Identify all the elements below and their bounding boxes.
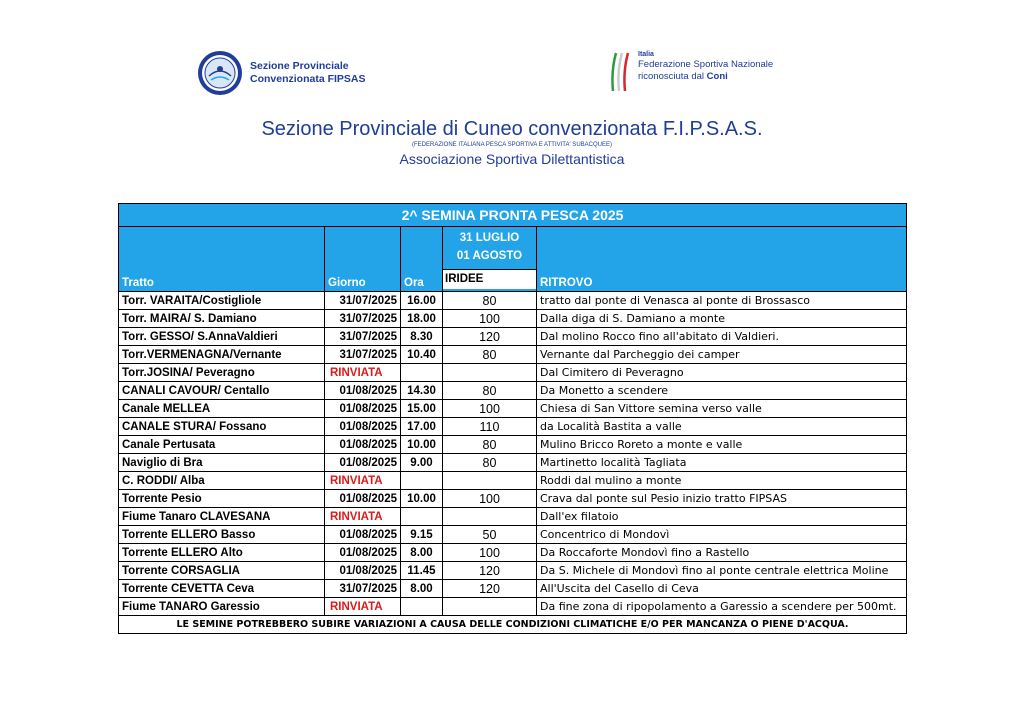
ritrovo-cell: Da Monetto a scendere [537,382,907,400]
ritrovo-cell: All'Uscita del Casello di Ceva [537,580,907,598]
schedule-table-wrapper [118,203,906,634]
giorno-cell: RINVIATA [325,472,401,490]
ora-cell [401,508,443,526]
logo-left-line2: Convenzionata FIPSAS [250,73,366,85]
ora-cell: 9.15 [401,526,443,544]
ora-cell: 18.00 [401,310,443,328]
iridee-cell [443,598,537,616]
tratto-cell: Torr. GESSO/ S.AnnaValdieri [119,328,325,346]
iridee-cell [443,364,537,382]
iridee-cell: 50 [443,526,537,544]
ritrovo-cell: Dalla diga di S. Damiano a monte [537,310,907,328]
ora-cell [401,364,443,382]
col-header-ritrovo: RITROVO [537,227,907,292]
footer-note: LE SEMINE POTREBBERO SUBIRE VARIAZIONI A CAUSA DELLE CONDIZIONI CLIMATICHE E/O PER MANCANZA O PIENE D'ACQUA. [119,616,907,634]
tratto-cell: CANALE STURA/ Fossano [119,418,325,436]
iridee-cell: 110 [443,418,537,436]
ora-cell: 15.00 [401,400,443,418]
col-header-tratto: Tratto [119,227,325,292]
date-line1: 31 LUGLIO [459,232,520,244]
tratto-cell: CANALI CAVOUR/ Centallo [119,382,325,400]
giorno-cell: 01/08/2025 [325,526,401,544]
iridee-cell: 80 [443,436,537,454]
table-row [119,418,907,436]
tratto-cell: Naviglio di Bra [119,454,325,472]
table-footer-row [119,616,907,634]
iridee-cell: 80 [443,454,537,472]
italia-label: Italia [638,51,654,58]
giorno-cell: RINVIATA [325,598,401,616]
fipsas-seal-icon [197,50,243,96]
iridee-cell: 80 [443,292,537,310]
giorno-cell: 31/07/2025 [325,346,401,364]
tratto-cell: Canale Pertusata [119,436,325,454]
giorno-cell: 31/07/2025 [325,580,401,598]
tratto-cell: Fiume Tanaro CLAVESANA [119,508,325,526]
ora-cell: 10.00 [401,436,443,454]
tratto-cell: Torr. VARAITA/Costigliole [119,292,325,310]
giorno-cell: 01/08/2025 [325,382,401,400]
ora-cell: 17.00 [401,418,443,436]
ora-cell: 11.45 [401,562,443,580]
ora-cell: 10.40 [401,346,443,364]
giorno-cell: 01/08/2025 [325,544,401,562]
table-row [119,364,907,382]
ritrovo-cell: Vernante dal Parcheggio dei camper [537,346,907,364]
table-row [119,562,907,580]
iridee-cell: 100 [443,544,537,562]
giorno-cell: 31/07/2025 [325,292,401,310]
table-row [119,328,907,346]
iridee-cell: 120 [443,562,537,580]
tratto-cell: Torrente Pesio [119,490,325,508]
table-row [119,400,907,418]
table-row [119,508,907,526]
ora-cell: 8.30 [401,328,443,346]
table-title-row [119,204,907,227]
giorno-cell: 01/08/2025 [325,490,401,508]
ritrovo-cell: Dall'ex filatoio [537,508,907,526]
ora-cell: 9.00 [401,454,443,472]
ritrovo-cell: Chiesa di San Vittore semina verso valle [537,400,907,418]
ritrovo-cell: Martinetto località Tagliata [537,454,907,472]
ora-cell: 8.00 [401,580,443,598]
ora-cell: 10.00 [401,490,443,508]
tratto-cell: Torr. MAIRA/ S. Damiano [119,310,325,328]
ritrovo-cell: Concentrico di Mondovì [537,526,907,544]
ritrovo-cell: Da fine zona di ripopolamento a Garessio a scendere per 500mt. [537,598,907,616]
tratto-cell: Torrente CEVETTA Ceva [119,580,325,598]
tratto-cell: Torrente CORSAGLIA [119,562,325,580]
col-header-giorno: Giorno [325,227,401,292]
giorno-cell: 01/08/2025 [325,400,401,418]
fipsas-logo [197,50,366,96]
table-row [119,490,907,508]
tratto-cell: C. RODDI/ Alba [119,472,325,490]
table-row [119,580,907,598]
coni-label: Coni [706,71,728,82]
table-row [119,310,907,328]
table-row [119,292,907,310]
ritrovo-cell: Da S. Michele di Mondovì fino al ponte centrale elettrica Moline [537,562,907,580]
table-row [119,526,907,544]
giorno-cell: RINVIATA [325,508,401,526]
ritrovo-cell: da Località Bastita a valle [537,418,907,436]
tratto-cell: Torrente ELLERO Alto [119,544,325,562]
iridee-cell [443,472,537,490]
logo-right-line1: Federazione Sportiva Nazionale [638,59,774,70]
tratto-cell: Fiume TANARO Garessio [119,598,325,616]
iridee-cell: 80 [443,382,537,400]
table-row [119,472,907,490]
giorno-cell: 31/07/2025 [325,328,401,346]
logo-right-line2: riconosciuta dal [638,71,707,82]
ora-cell: 14.30 [401,382,443,400]
date-line2: 01 AGOSTO [456,250,523,262]
iridee-cell: 100 [443,310,537,328]
iridee-cell: 120 [443,580,537,598]
table-header-row [119,227,907,292]
ritrovo-cell: Da Roccaforte Mondovì fino a Rastello [537,544,907,562]
table-row [119,598,907,616]
tratto-cell: Torrente ELLERO Basso [119,526,325,544]
ora-cell: 8.00 [401,544,443,562]
coni-logo [610,51,773,93]
col-header-iridee: IRIDEE [443,269,536,289]
ora-cell [401,598,443,616]
ritrovo-cell: Mulino Bricco Roreto a monte e valle [537,436,907,454]
ora-cell: 16.00 [401,292,443,310]
logo-left-line1: Sezione Provinciale [250,60,349,72]
ritrovo-cell: Dal molino Rocco fino all'abitato di Valdieri. [537,328,907,346]
giorno-cell: 01/08/2025 [325,418,401,436]
table-row [119,454,907,472]
table-row [119,346,907,364]
tratto-cell: Canale MELLEA [119,400,325,418]
ritrovo-cell: Crava dal ponte sul Pesio inizio tratto FIPSAS [537,490,907,508]
ritrovo-cell: tratto dal ponte di Venasca al ponte di Brossasco [537,292,907,310]
giorno-cell: 01/08/2025 [325,562,401,580]
iridee-cell: 80 [443,346,537,364]
giorno-cell: 01/08/2025 [325,436,401,454]
table-row [119,382,907,400]
giorno-cell: 01/08/2025 [325,454,401,472]
page-title: Sezione Provinciale di Cuneo convenzionata F.I.P.S.A.S. [261,118,763,140]
table-row [119,436,907,454]
tratto-cell: Torr.VERMENAGNA/Vernante [119,346,325,364]
page-subtitle: (FEDERAZIONE ITALIANA PESCA SPORTIVA E ATTIVITA' SUBACQUEE) [412,142,612,148]
iridee-cell [443,508,537,526]
table-row [119,544,907,562]
iridee-cell: 100 [443,490,537,508]
iridee-cell: 100 [443,400,537,418]
iridee-cell: 120 [443,328,537,346]
col-header-ora: Ora [401,227,443,292]
ora-cell [401,472,443,490]
association-label: Associazione Sportiva Dilettantistica [399,151,625,167]
giorno-cell: RINVIATA [325,364,401,382]
col-header-date [443,227,537,292]
giorno-cell: 31/07/2025 [325,310,401,328]
tratto-cell: Torr.JOSINA/ Peveragno [119,364,325,382]
schedule-table [118,203,907,634]
ritrovo-cell: Dal Cimitero di Peveragno [537,364,907,382]
italian-flag-stripes-icon [610,51,634,93]
table-title: 2^ SEMINA PRONTA PESCA 2025 [119,204,907,227]
ritrovo-cell: Roddi dal mulino a monte [537,472,907,490]
